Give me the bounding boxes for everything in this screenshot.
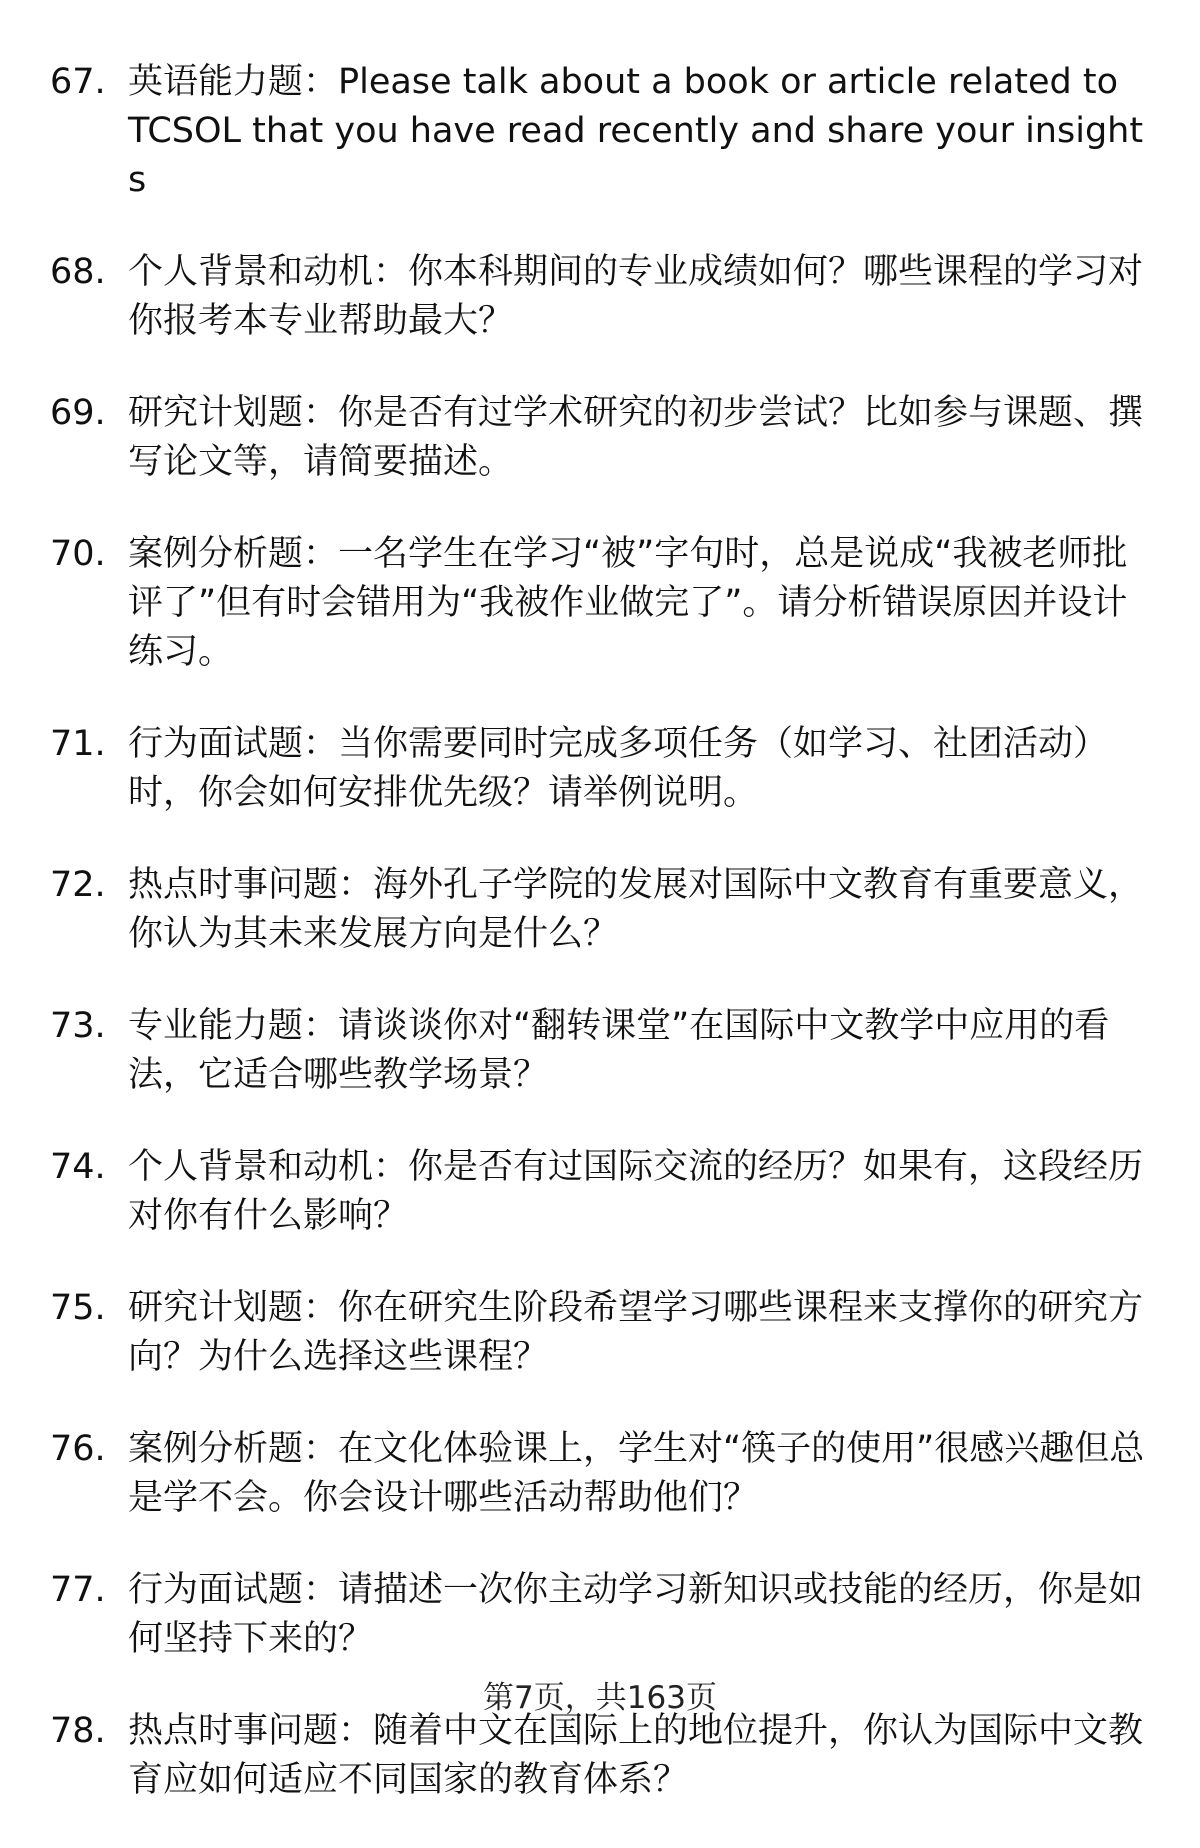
question-text: 行为面试题：请描述一次你主动学习新知识或技能的经历，你是如何坚持下来的？ xyxy=(128,1570,1144,1659)
list-item xyxy=(50,1143,1150,1241)
question-number: 70. xyxy=(50,534,106,574)
list-item xyxy=(50,389,1150,487)
question-number: 68. xyxy=(50,252,106,292)
question-text: 热点时事问题：海外孔子学院的发展对国际中文教育有重要意义，你认为其未来发展方向是什么？ xyxy=(128,865,1144,954)
list-item xyxy=(50,720,1150,818)
list-item xyxy=(50,530,1150,677)
list-item xyxy=(50,1566,1150,1664)
question-text: 个人背景和动机：你本科期间的专业成绩如何？哪些课程的学习对你报考本专业帮助最大？ xyxy=(128,252,1144,341)
question-number: 73. xyxy=(50,1006,106,1046)
question-text: 案例分析题：在文化体验课上，学生对“筷子的使用”很感兴趣但总是学不会。你会设计哪些活动帮助他们？ xyxy=(128,1429,1145,1518)
question-list xyxy=(50,58,1150,1848)
question-text: 案例分析题：一名学生在学习“被”字句时，总是说成“我被老师批评了”但有时会错用为“我被作业做完了”。请分析错误原因并设计练习。 xyxy=(128,534,1128,672)
question-number: 78. xyxy=(50,1711,106,1751)
question-number: 71. xyxy=(50,724,106,764)
page-footer: 第7页，共163页 xyxy=(483,1680,717,1716)
question-text: 个人背景和动机：你是否有过国际交流的经历？如果有，这段经历对你有什么影响？ xyxy=(128,1147,1144,1236)
question-number: 72. xyxy=(50,865,106,905)
question-text: 研究计划题：你在研究生阶段希望学习哪些课程来支撑你的研究方向？为什么选择这些课程？ xyxy=(128,1288,1144,1377)
list-item xyxy=(50,248,1150,346)
question-text: 行为面试题：当你需要同时完成多项任务（如学习、社团活动）时，你会如何安排优先级？请举例说明。 xyxy=(128,724,1109,813)
question-number: 77. xyxy=(50,1570,106,1610)
question-number: 75. xyxy=(50,1288,106,1328)
question-number: 74. xyxy=(50,1147,106,1187)
list-item xyxy=(50,1284,1150,1382)
question-number: 69. xyxy=(50,393,106,433)
question-number: 67. xyxy=(50,62,106,102)
question-text: 研究计划题：你是否有过学术研究的初步尝试？比如参与课题、撰写论文等，请简要描述。 xyxy=(128,393,1144,482)
list-item xyxy=(50,1707,1150,1805)
question-text: 英语能力题：Please talk about a book or article related to TCSOL that you have read recently and share your insights xyxy=(128,62,1144,200)
list-item xyxy=(50,861,1150,959)
list-item xyxy=(50,58,1150,205)
list-item xyxy=(50,1002,1150,1100)
question-text: 热点时事问题：随着中文在国际上的地位提升，你认为国际中文教育应如何适应不同国家的教育体系？ xyxy=(128,1711,1144,1800)
question-text: 专业能力题：请谈谈你对“翻转课堂”在国际中文教学中应用的看法，它适合哪些教学场景？ xyxy=(128,1006,1110,1095)
question-number: 76. xyxy=(50,1429,106,1469)
list-item xyxy=(50,1425,1150,1523)
